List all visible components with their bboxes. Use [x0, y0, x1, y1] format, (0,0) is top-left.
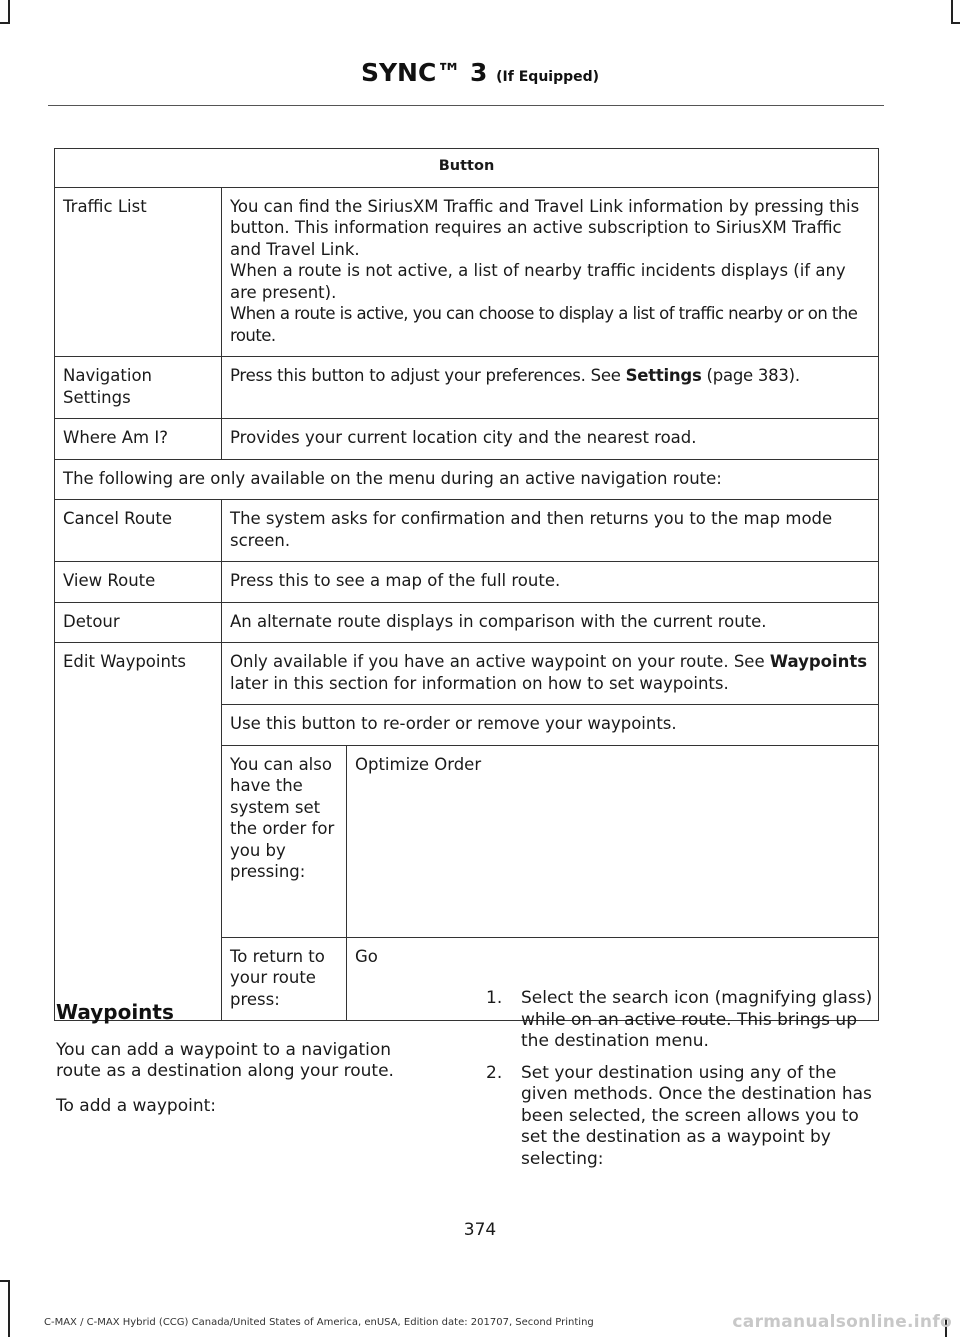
table-heading: Button: [55, 149, 879, 188]
row-desc-traffic-list: [222, 187, 879, 357]
row-label-cancel-route: Cancel Route: [55, 500, 222, 562]
crop-mark-top-left-h: [0, 22, 10, 24]
traffic-list-desc-1: You can find the SiriusXM Traffic and Travel Link information by pressing this button. This information requires an active subscription to SiriusXM Traffic and Travel Link.: [230, 196, 860, 259]
row-label-view-route: View Route: [55, 562, 222, 603]
waypoints-intro: [56, 1002, 436, 1130]
edit-waypoints-reorder: Use this button to re-order or remove your waypoints.: [222, 705, 879, 746]
button-table: [54, 148, 879, 1021]
traffic-list-desc-3: When a route is active, you can choose to display a list of traffic nearby or on the route.: [230, 304, 858, 345]
table-header-row: [55, 149, 879, 188]
row-desc-edit-waypoints: [222, 643, 879, 705]
crop-mark-bottom-left-h: [0, 1280, 10, 1282]
list-item: [486, 988, 886, 1053]
return-value: Go: [347, 937, 879, 1021]
table-row: [55, 643, 879, 705]
table-row: [55, 357, 879, 419]
optimize-value: Optimize Order: [347, 745, 879, 937]
edit-waypoints-desc-pre: Only available if you have an active waypoint on your route. See: [230, 652, 770, 671]
row-label-navigation-settings: Navigation Settings: [55, 357, 222, 419]
waypoints-ref: Waypoints: [769, 652, 868, 671]
table-row: [55, 602, 879, 643]
steps-list: [486, 988, 886, 1170]
header-rule: [48, 105, 884, 106]
table-row: [55, 500, 879, 562]
crop-mark-top-right: [951, 0, 953, 22]
route-only-note: The following are only available on the menu during an active navigation route:: [55, 459, 879, 500]
step-text: Select the search icon (magnifying glass) while on an active route. This brings up the destination menu.: [521, 988, 873, 1051]
waypoints-intro-text: You can add a waypoint to a navigation route as a destination along your route.: [56, 1039, 394, 1081]
waypoints-heading: Waypoints: [56, 1000, 174, 1024]
crop-mark-bottom-left: [8, 1280, 10, 1337]
row-label-traffic-list: Traffic List: [55, 187, 222, 357]
row-desc-cancel-route: The system asks for confirmation and then returns you to the map mode screen.: [222, 500, 879, 562]
row-desc-view-route: Press this to see a map of the full route.: [222, 562, 879, 603]
section-header: [0, 58, 960, 87]
table-row: [55, 187, 879, 357]
return-prompt: To return to your route press:: [222, 937, 347, 1021]
row-label-detour: Detour: [55, 602, 222, 643]
optimize-prompt: You can also have the system set the order for you by pressing:: [222, 745, 347, 937]
waypoints-steps: [486, 988, 886, 1180]
section-subtitle: (If Equipped): [496, 69, 600, 85]
crop-mark-top-left: [8, 0, 10, 22]
table-row: [55, 459, 879, 500]
step-number: 1.: [486, 988, 503, 1008]
list-item: [486, 1063, 886, 1171]
row-desc-where-am-i: Provides your current location city and the nearest road.: [222, 419, 879, 460]
nav-settings-desc-pre: Press this button to adjust your preferences. See: [230, 366, 626, 385]
edit-waypoints-desc-post: later in this section for information on how to set waypoints.: [230, 673, 729, 693]
settings-ref: Settings: [625, 366, 702, 385]
footer-edition: C-MAX / C-MAX Hybrid (CCG) Canada/United States of America, enUSA, Edition date: 201707, Second Printing: [44, 1317, 594, 1328]
crop-mark-top-right-h: [951, 22, 960, 24]
nav-settings-desc-post: (page 383).: [701, 366, 800, 385]
table-row: [55, 562, 879, 603]
row-desc-navigation-settings: [222, 357, 879, 419]
section-title: SYNC™ 3: [360, 58, 488, 87]
traffic-list-desc-2: When a route is not active, a list of nearby traffic incidents displays (if any are present).: [230, 261, 846, 302]
page-number: 374: [463, 1220, 497, 1240]
step-number: 2.: [486, 1062, 503, 1083]
row-desc-detour: An alternate route displays in comparison with the current route.: [222, 602, 879, 643]
watermark: carmanualsonline.info: [732, 1312, 952, 1332]
waypoints-to-add: To add a waypoint:: [56, 1095, 216, 1116]
row-label-edit-waypoints: Edit Waypoints: [55, 643, 222, 1021]
row-label-where-am-i: Where Am I?: [55, 419, 222, 460]
table-row: [55, 419, 879, 460]
step-text: Set your destination using any of the given methods. Once the destination has been selected, the screen allows you to set the destination as a waypoint by selecting:: [521, 1062, 872, 1169]
